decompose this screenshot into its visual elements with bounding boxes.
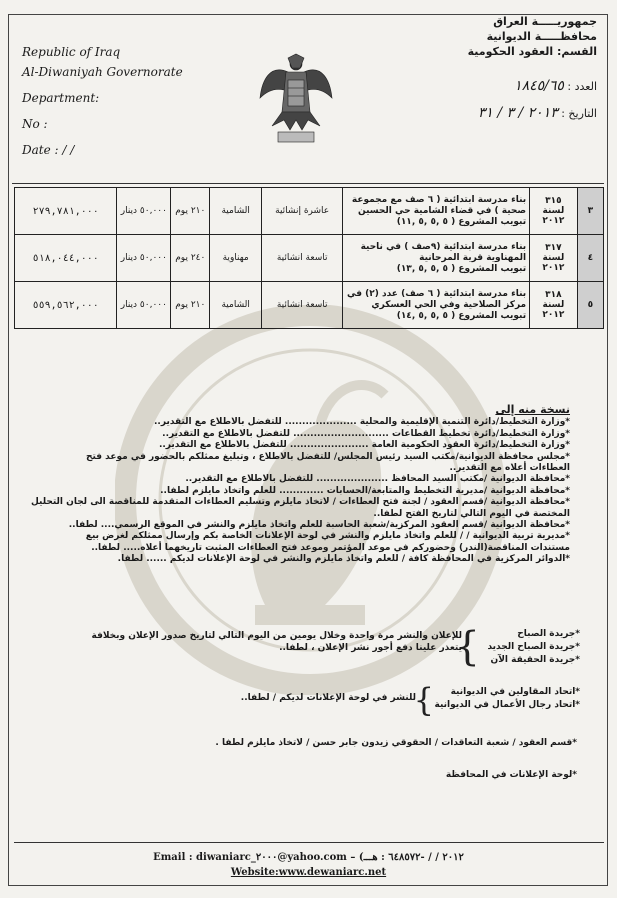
number-label: العدد : [567,80,597,93]
copies-title: نسخة منه إلى [495,403,570,416]
press-note-line: يتعذر علينا دفع أجور نشر الإعلان ، لطفا.. [279,643,462,653]
press-item: *جريدة الصباح الجديد [487,642,580,652]
row-number: ٤ [577,235,603,282]
date-label: التاريخ : [561,107,597,120]
press-item: *جريدة الصباح [517,629,580,639]
row-description [343,235,530,282]
union-item: *اتحاد رجال الأعمال في الديوانية [434,700,580,710]
copy-recipient-line: *محافظة الديوانية /قسم العقود / لجنة فتح العطاءات / لاتخاذ مايلزم وتسليم العطاءات المتقدمة للمناقصة الى لجان التحليل [31,497,570,508]
copy-recipient-line: *محافظة الديوانية /قسم العقود المركزية/شعبة الحاسبة للعلم واتخاذ مايلزم والنشر في الموقع الرسمي.... لطفا.. [68,520,570,531]
row-area: مهناوية [210,235,262,282]
row-number: ٣ [577,188,603,235]
copy-recipient-line: المختصة في اليوم التالي لتاريخ الفتح لطفا.. [373,508,570,519]
table-row [15,282,604,329]
header-english [22,42,222,160]
english-governorate: Al-Diwaniyah Governorate [22,65,183,79]
union-group [220,681,580,719]
row-cost: ٥١٨,٠٤٤,٠٠٠ [15,235,117,282]
footer-website: Website:www.dewaniarc.net [230,867,387,878]
footer-email: Email : diwaniarc_٢٠٠٠@yahoo.com – (٢٠١٢ / / -٦٤٨٥٧٢ : هـــ [153,852,464,863]
number-value: ١٨٤٥/٦٥ [514,78,564,94]
english-no: No : [22,117,48,131]
row-cost: ٥٥٩,٥٦٢,٠٠٠ [15,282,117,329]
iraq-eagle-emblem-icon [258,50,334,146]
row-reference: ٣١٥ لسنة ٢٠١٢ [530,188,578,235]
row-fee: ٥٠,٠٠٠ دينار [117,235,171,282]
description-line: بناء مدرسة ابتدائية ( ٦ صف) عدد (٢) في [346,288,527,299]
row-category: عاشرة إنشائية [262,188,343,235]
board-line: *لوحة الإعلانات في المحافظة [445,770,577,780]
english-country: Republic of Iraq [22,45,121,59]
copy-recipient-line: *مديرية تربية الديوانية / / للعلم واتخاذ مايلزم والنشر في لوحة الإعلانات الخاصة بكم وإرسال ممثلكم لغرض بيع [85,531,570,542]
footer [0,850,617,880]
copy-recipient-line: مستندات المناقصة(الندر) وحضوركم في موعد المؤتمر وموعد فتح العطاءات المثبت تاريخهما أعلاه..... لطفا.. [91,542,570,553]
row-area: الشامية [210,188,262,235]
row-area: الشامية [210,282,262,329]
copies-section [31,403,570,566]
arabic-governorate: محافظـــــة الديوانية [486,30,597,43]
union-item: *اتحاد المقاولين في الديوانية [450,687,580,697]
row-duration: ٢١٠ يوم [171,188,210,235]
arabic-country: جمهوريـــــة العراق [493,15,597,28]
table-row [15,188,604,235]
description-line: بناء مدرسة ابتدائية (٩صف ) في ناحية [360,241,527,252]
description-line: تبويب المشروع ( ٥ ,٥ ,٥ ,١١) [396,216,527,227]
description-line: المهناوية قرية المرحانية [419,252,527,263]
copy-recipient-line: *وزارة التخطيط/دائرة العقود الحكومية العامة ....................... للتفضل بالاطلاع مع التقدير.. [158,440,570,451]
press-item: *جريدة الحقيقة الآن [490,655,580,665]
row-number: ٥ [577,282,603,329]
header-divider [12,183,604,184]
description-line: مركز الصلاحية وفي الحي العسكري [371,299,527,310]
row-description [343,282,530,329]
row-fee: ٥٠,٠٠٠ دينار [117,282,171,329]
row-category: تاسعة انشائية [262,235,343,282]
date-value: ٢٠١٣ / ٣ / ٣١ [477,105,558,121]
description-line: تبويب المشروع ( ٥ ,٥ ,٥ ,١٤) [396,310,527,321]
copy-recipient-line: *الدوائر المركزية في المحافظة كافة / للعلم واتخاذ مايلزم والنشر في لوحة الإعلانات لديكم ...... لطفا. [117,554,570,565]
row-fee: ٥٠,٠٠٠ دينار [117,188,171,235]
row-cost: ٢٧٩,٧٨١,٠٠٠ [15,188,117,235]
header-arabic [397,14,597,127]
press-group [91,624,580,670]
row-duration: ٢٤٠ يوم [171,235,210,282]
copy-recipient-line: *محافظة الديوانية /مديرية التخطيط والمتابعة/الحسابات ............. للعلم واتخاذ مايلزم لطفا.. [160,485,570,496]
row-reference: ٣١٧ لسنة ٢٠١٢ [530,235,578,282]
copy-recipient-line: *مجلس محافظة الديوانية/مكتب السيد رئيس المجلس/ للتفضل بالاطلاع ، وتبليغ ممثلكم بالحضور في موعد فتح [85,451,570,462]
arabic-department: القسم: العقود الحكومية [467,45,597,58]
arabic-reference [397,73,597,127]
copy-recipient-line: *محافظة الديوانية /مكتب السيد المحافظ ..................... للتفضل بالاطلاع مع التقدير.. [185,474,570,485]
press-brace-icon: } [454,624,480,670]
english-date: Date : / / [22,143,75,157]
press-note-line: للإعلان والنشر مرة واحدة وخلال يومين من اليوم التالي لتاريخ صدور الإعلان وبخلافة [91,631,462,641]
table-row [15,235,604,282]
description-line: تبويب المشروع ( ٥ ,٥ ,٥ ,١٣) [396,263,527,274]
copy-recipient-line: *وزارة التخطيط/دائرة تخطيط القطاعات ............................ للتفضل بالاطلاع مع التقدير.. [162,428,570,439]
row-reference: ٣١٨ لسنة ٢٠١٢ [530,282,578,329]
description-line: صحية ) في قضاء الشامية حي الحسين [357,205,527,216]
row-duration: ٢١٠ يوم [171,282,210,329]
copy-recipient-line: العطاءات أعلاه مع التقدير.. [449,463,570,474]
row-description [343,188,530,235]
contracts-line: *قسم العقود / شعبة التعاقدات / الحقوقي زيدون جابر حسن / لاتخاذ مايلزم لطفا . [215,738,577,748]
copy-recipient-line: *وزارة التخطيط/دائرة التنمية الإقليمية والمحلية ..................... للتفضل بالاطلاع مع التقدير.. [154,417,570,428]
projects-table [14,187,604,329]
footer-divider [14,842,604,843]
row-category: تاسعة انشائية [262,282,343,329]
english-department: Department: [22,91,100,105]
union-note: للنشر في لوحة الإعلانات لديكم / لطفا.. [240,693,416,703]
description-line: بناء مدرسة ابتدائية ( ٦ صف مع مجموعة [351,194,527,205]
union-brace-icon: } [413,681,434,719]
